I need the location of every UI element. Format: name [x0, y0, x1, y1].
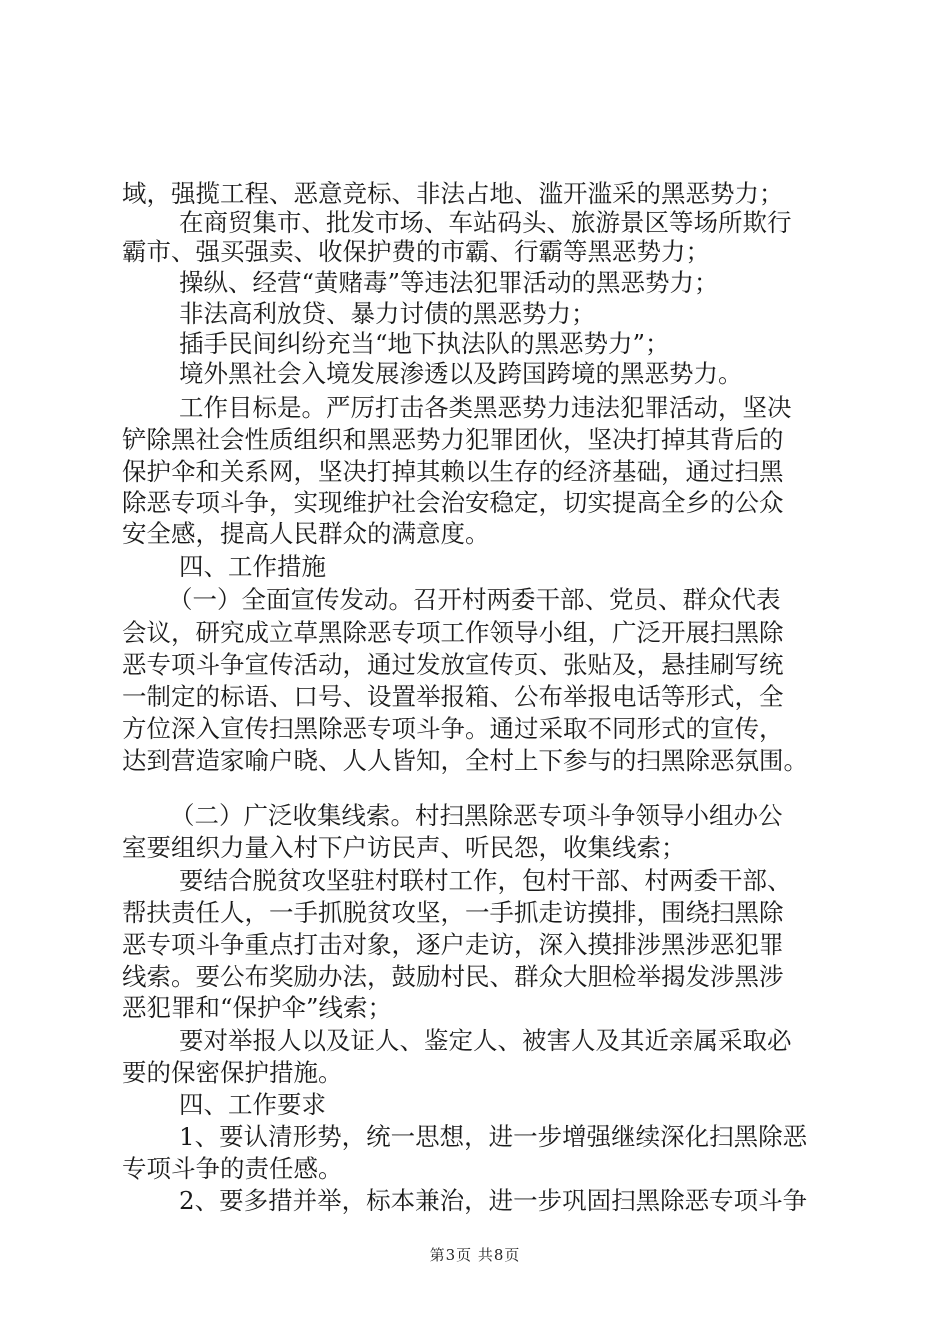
text-line: 铲除黑社会性质组织和黑恶势力犯罪团伙，坚决打掉其背后的: [122, 425, 784, 454]
text-line: 会议，研究成立草黑除恶专项工作领导小组，广泛开展扫黑除: [122, 618, 784, 647]
text-line: （二）广泛收集线索。村扫黑除恶专项斗争领导小组办公: [170, 801, 783, 830]
text-line: 方位深入宣传扫黑除恶专项斗争。通过采取不同形式的宣传，: [122, 714, 784, 743]
text-line: 达到营造家喻户晓、人人皆知，全村上下参与的扫黑除恶氛围。: [122, 746, 808, 775]
text-line: 2、要多措并举，标本兼治，进一步巩固扫黑除恶专项斗争: [179, 1186, 808, 1215]
text-line: 恶专项斗争重点打击对象，逐户走访，深入摸排涉黑涉恶犯罪: [122, 930, 784, 959]
text-line: 恶专项斗争宣传活动，通过发放宣传页、张贴及，悬挂刷写统: [122, 650, 784, 679]
section-heading: 四、工作措施: [179, 552, 326, 581]
text-line: 域，强揽工程、恶意竞标、非法占地、滥开滥采的黑恶势力；: [122, 179, 784, 208]
text-line: 在商贸集市、批发市场、车站码头、旅游景区等场所欺行: [179, 208, 792, 237]
text-line: 恶犯罪和“保护伞”线索；: [122, 993, 393, 1022]
text-line: （一）全面宣传发动。召开村两委干部、党员、群众代表: [168, 585, 781, 614]
page-number-footer: 第3页 共8页: [429, 1246, 521, 1264]
section-heading: 四、工作要求: [179, 1090, 326, 1119]
text-line: 非法高利放贷、暴力讨债的黑恶势力；: [179, 299, 596, 328]
text-line: 1、要认清形势，统一思想，进一步增强继续深化扫黑除恶: [179, 1122, 808, 1151]
text-line: 专项斗争的责任感。: [122, 1154, 343, 1183]
text-line: 要结合脱贫攻坚驻村联村工作，包村干部、村两委干部、: [179, 866, 792, 895]
text-line: 操纵、经营“黄赌毒”等违法犯罪活动的黑恶势力；: [179, 268, 719, 297]
text-line: 保护伞和关系网，坚决打掉其赖以生存的经济基础，通过扫黑: [122, 457, 784, 486]
text-line: 安全感，提高人民群众的满意度。: [122, 519, 490, 548]
text-line: 室要组织力量入村下户访民声、听民怨，收集线索；: [122, 833, 686, 862]
text-line: 要对举报人以及证人、鉴定人、被害人及其近亲属采取必: [179, 1026, 792, 1055]
text-line: 插手民间纠纷充当“地下执法队的黑恶势力”；: [179, 329, 670, 358]
text-line: 境外黑社会入境发展渗透以及跨国跨境的黑恶势力。: [179, 359, 743, 388]
text-line: 工作目标是。严厉打击各类黑恶势力违法犯罪活动，坚决: [179, 393, 792, 422]
text-line: 帮扶责任人，一手抓脱贫攻坚，一手抓走访摸排，围绕扫黑除: [122, 898, 784, 927]
text-line: 要的保密保护措施。: [122, 1058, 343, 1087]
text-line: 霸市、强买强卖、收保护费的市霸、行霸等黑恶势力；: [122, 237, 710, 266]
text-line: 线索。要公布奖励办法，鼓励村民、群众大胆检举揭发涉黑涉: [122, 962, 784, 991]
text-line: 一制定的标语、口号、设置举报箱、公布举报电话等形式，全: [122, 682, 784, 711]
text-line: 除恶专项斗争，实现维护社会治安稳定，切实提高全乡的公众: [122, 488, 784, 517]
